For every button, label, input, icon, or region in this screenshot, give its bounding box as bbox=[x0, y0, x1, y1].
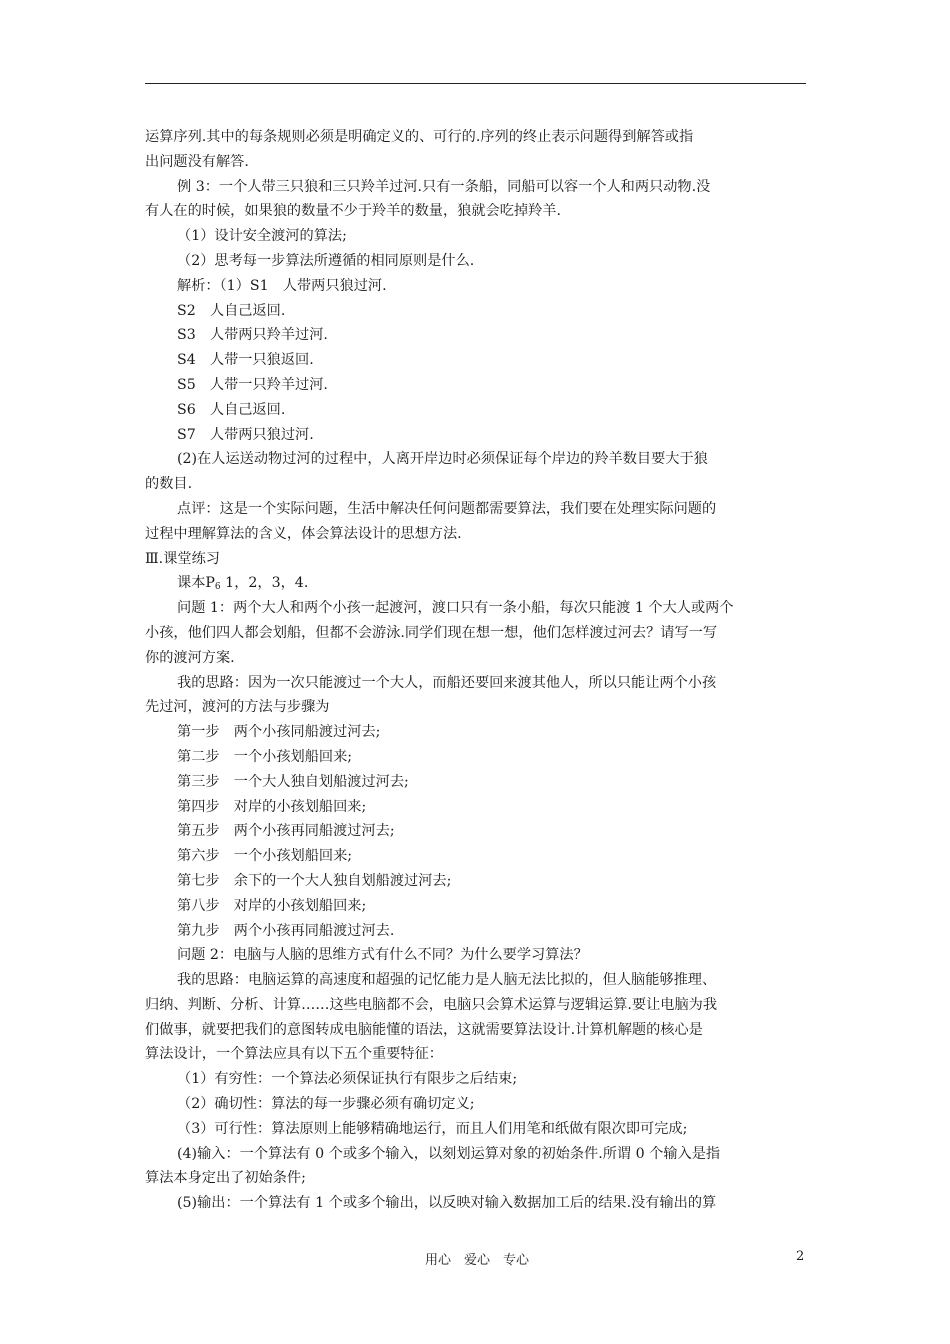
textbook-reference bbox=[145, 571, 807, 596]
document-body bbox=[145, 125, 807, 1216]
text-line: 过程中理解算法的含义，体会算法设计的思想方法. bbox=[145, 525, 462, 542]
subscript: 6 bbox=[214, 582, 221, 593]
text-span: 1，2，3，4. bbox=[220, 575, 309, 592]
text-line: 们做事，就要把我们的意图转成电脑能懂的语法，这就需要算法设计.计算机解题的核心是 bbox=[145, 1021, 703, 1038]
comment-line: 点评：这是一个实际问题，生活中解决任何问题都需要算法，我们要在处理实际问题的 bbox=[177, 500, 717, 517]
text-line: 你的渡河方案. bbox=[145, 649, 235, 666]
problem-2-title: 问题 2：电脑与人脑的思维方式有什么不同？为什么要学习算法？ bbox=[177, 947, 588, 964]
text-line: 先过河，渡河的方法与步骤为 bbox=[145, 699, 330, 716]
text-line: （2）思考每一步算法所遵循的相同原则是什么. bbox=[177, 252, 475, 269]
feature-line: （2）确切性：算法的每一步骤必须有确切定义; bbox=[177, 1096, 475, 1113]
step-line: 第五步 两个小孩再同船渡过河去; bbox=[177, 823, 395, 840]
feature-line: （1）有穷性：一个算法必须保证执行有限步之后结束; bbox=[177, 1071, 518, 1088]
step-line: S2 人自己返回. bbox=[177, 302, 286, 319]
step-line: S6 人自己返回. bbox=[177, 401, 286, 418]
text-line: 的数目. bbox=[145, 476, 193, 493]
text-line: （1）设计安全渡河的算法; bbox=[177, 228, 347, 245]
example-3-title: 例 3：一个人带三只狼和三只羚羊过河.只有一条船，同船可以容一个人和两只动物.没 bbox=[177, 178, 711, 195]
text-line: 运算序列.其中的每条规则必须是明确定义的、可行的.序列的终止表示问题得到解答或指 bbox=[145, 129, 694, 145]
step-line: S7 人带两只狼过河. bbox=[177, 426, 314, 443]
step-line: 第一步 两个小孩同船渡过河去; bbox=[177, 724, 381, 741]
step-line: S4 人带一只狼返回. bbox=[177, 352, 314, 369]
header-rule bbox=[145, 83, 806, 84]
step-line: S3 人带两只羚羊过河. bbox=[177, 327, 328, 344]
text-line: 有人在的时候，如果狼的数量不少于羚羊的数量，狼就会吃掉羚羊. bbox=[145, 203, 561, 220]
step-line: 第七步 余下的一个大人独自划船渡过河去; bbox=[177, 872, 452, 889]
text-line: 我的思路：因为一次只能渡过一个大人，而船还要回来渡其他人，所以只能让两个小孩 bbox=[177, 674, 717, 691]
section-heading: Ⅲ.课堂练习 bbox=[145, 550, 220, 567]
step-line: S5 人带一只羚羊过河. bbox=[177, 376, 328, 393]
page-number: 2 bbox=[796, 1249, 805, 1264]
solution-line: 解析：（1）S1 人带两只狼过河. bbox=[177, 277, 387, 294]
step-line: 第八步 对岸的小孩划船回来; bbox=[177, 897, 367, 914]
text-line: 小孩，他们四人都会划船，但都不会游泳.同学们现在想一想，他们怎样渡过河去？请写一写 bbox=[145, 624, 718, 641]
text-line: 算法本身定出了初始条件; bbox=[145, 1170, 306, 1187]
step-line: 第三步 一个大人独自划船渡过河去; bbox=[177, 773, 409, 790]
footer-slogan: 用心 爱心 专心 bbox=[425, 1253, 530, 1268]
text-line: (2)在人运送动物过河的过程中，人离开岸边时必须保证每个岸边的羚羊数目要大于狼 bbox=[177, 451, 708, 468]
step-line: 第二步 一个小孩划船回来; bbox=[177, 748, 353, 765]
feature-line: (4)输入：一个算法有 0 个或多个输入，以刻划运算对象的初始条件.所谓 0 个输入是指 bbox=[177, 1145, 721, 1162]
text-span: 课本P bbox=[177, 575, 215, 592]
step-line: 第四步 对岸的小孩划船回来; bbox=[177, 798, 367, 815]
feature-line: (5)输出：一个算法有 1 个或多个输出，以反映对输入数据加工后的结果.没有输出的算 bbox=[177, 1195, 717, 1212]
feature-line: （3）可行性：算法原则上能够精确地运行，而且人们用笔和纸做有限次即可完成; bbox=[177, 1120, 688, 1137]
step-line: 第六步 一个小孩划船回来; bbox=[177, 848, 353, 865]
text-line: 我的思路：电脑运算的高速度和超强的记忆能力是人脑无法比拟的，但人脑能够推理、 bbox=[177, 972, 717, 989]
text-line: 算法设计，一个算法应具有以下五个重要特征： bbox=[145, 1046, 443, 1063]
problem-1-title: 问题 1：两个大人和两个小孩一起渡河，渡口只有一条小船，每次只能渡 1 个大人或两个 bbox=[177, 600, 734, 617]
text-line: 出问题没有解答. bbox=[145, 153, 249, 170]
text-line: 归纳、判断、分析、计算……这些电脑都不会，电脑只会算术运算与逻辑运算.要让电脑为我 bbox=[145, 996, 718, 1013]
step-line: 第九步 两个小孩再同船渡过河去. bbox=[177, 922, 395, 939]
